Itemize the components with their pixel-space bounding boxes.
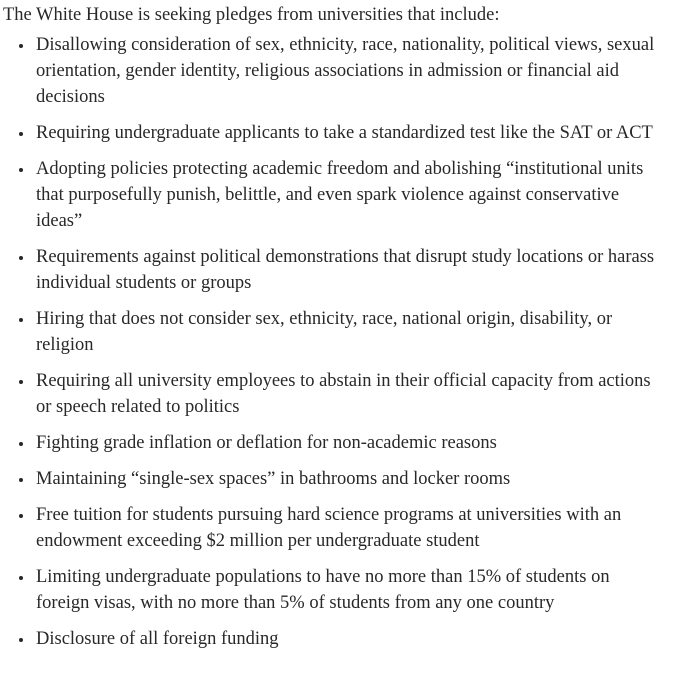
pledge-item: • Requiring undergraduate applicants to take a standardized test like the SAT or ACT xyxy=(34,120,664,146)
pledge-item: • Maintaining “single-sex spaces” in bathrooms and locker rooms xyxy=(34,466,664,492)
pledge-item: • Fighting grade inflation or deflation for non-academic reasons xyxy=(34,430,664,456)
pledge-item: • Disallowing consideration of sex, ethnicity, race, nationality, political views, sexual orientation, gender identity, religious associations in admission or financial aid decisions xyxy=(34,32,664,110)
pledge-item: • Limiting undergraduate populations to have no more than 15% of students on foreign visas, with no more than 5% of students from any one country xyxy=(34,564,664,616)
pledge-item: • Free tuition for students pursuing hard science programs at universities with an endowment exceeding $2 million per undergraduate student xyxy=(34,502,664,554)
pledge-item: • Requirements against political demonstrations that disrupt study locations or harass individual students or groups xyxy=(34,244,664,296)
pledge-item: • Disclosure of all foreign funding xyxy=(34,626,664,652)
pledge-item: • Adopting policies protecting academic freedom and abolishing “institutional units that purposefully punish, belittle, and even spark violence against conservative ideas” xyxy=(34,156,664,234)
intro-text: The White House is seeking pledges from universities that include: xyxy=(3,5,500,25)
pledges-list xyxy=(3,32,664,652)
pledge-item: • Hiring that does not consider sex, ethnicity, race, national origin, disability, or religion xyxy=(34,306,664,358)
pledge-item: • Requiring all university employees to abstain in their official capacity from actions or speech related to politics xyxy=(34,368,664,420)
